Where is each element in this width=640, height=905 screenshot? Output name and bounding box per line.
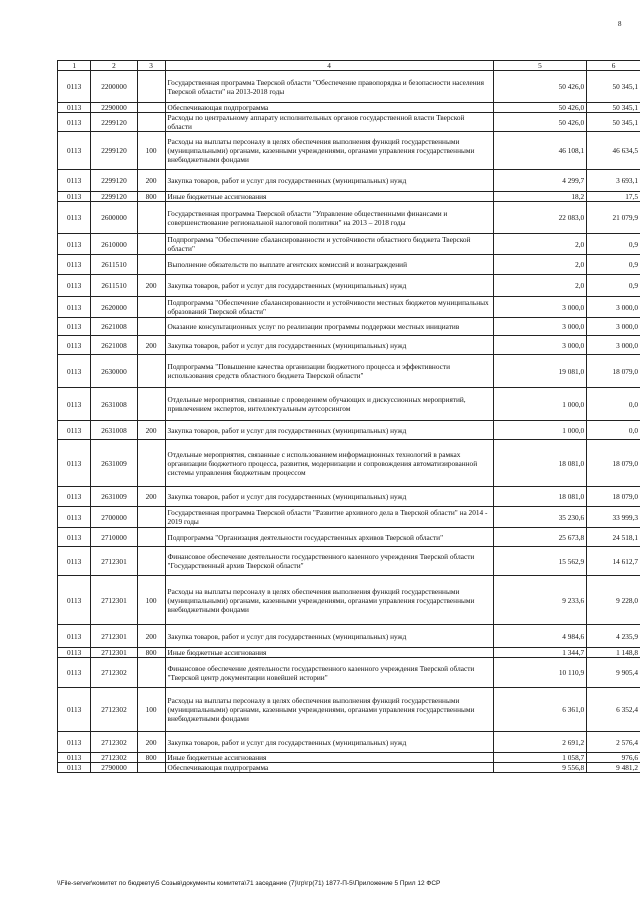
amount-plan-cell: 9 233,6 (493, 576, 587, 625)
description-cell: Расходы на выплаты персоналу в целях обеспечения выполнения функций государственными (муниципальными) органами, казенными учреждениями, органами управления государственными внебюджетными фондами (165, 688, 493, 732)
amount-fact-cell: 18 079,0 (587, 355, 640, 388)
section-code-cell: 0113 (58, 688, 91, 732)
table-row (58, 202, 640, 234)
amount-fact-cell: 33 999,3 (587, 507, 640, 528)
expense-type-code-cell: 200 (137, 421, 165, 440)
amount-plan-cell: 18 081,0 (493, 440, 587, 487)
table-row (58, 275, 640, 297)
target-article-code-cell: 2712302 (91, 732, 137, 753)
amount-fact-cell: 3 000,0 (587, 297, 640, 318)
description-cell: Закупка товаров, работ и услуг для государственных (муниципальных) нужд (165, 625, 493, 648)
amount-plan-cell: 25 673,8 (493, 528, 587, 547)
description-cell: Закупка товаров, работ и услуг для государственных (муниципальных) нужд (165, 170, 493, 192)
amount-plan-cell: 3 000,0 (493, 336, 587, 355)
amount-plan-cell: 4 299,7 (493, 170, 587, 192)
target-article-code-cell: 2621008 (91, 318, 137, 336)
section-code-cell: 0113 (58, 576, 91, 625)
amount-plan-cell: 10 110,9 (493, 658, 587, 688)
description-cell: Выполнение обязательств по выплате агентских комиссий и вознаграждений (165, 255, 493, 275)
description-cell: Расходы на выплаты персоналу в целях обеспечения выполнения функций государственными (муниципальными) органами, казенными учреждениями, органами управления государственными внебюджетными фондами (165, 132, 493, 170)
amount-fact-cell: 21 079,9 (587, 202, 640, 234)
target-article-code-cell: 2631008 (91, 388, 137, 421)
description-cell: Закупка товаров, работ и услуг для государственных (муниципальных) нужд (165, 732, 493, 753)
amount-plan-cell: 22 083,0 (493, 202, 587, 234)
target-article-code-cell: 2610000 (91, 234, 137, 255)
description-cell: Отдельные мероприятия, связанные с использованием информационных технологий в рамках организации бюджетного процесса, развития, модернизации и сопровождения автоматизированной системы управления бюджетным процессом (165, 440, 493, 487)
expense-type-code-cell (137, 234, 165, 255)
amount-fact-cell: 18 079,0 (587, 487, 640, 507)
expense-type-code-cell (137, 297, 165, 318)
expense-type-code-cell (137, 71, 165, 103)
target-article-code-cell: 2620000 (91, 297, 137, 318)
expense-type-code-cell (137, 763, 165, 773)
amount-plan-cell: 2,0 (493, 275, 587, 297)
table-row (58, 763, 640, 773)
expense-type-code-cell (137, 658, 165, 688)
amount-plan-cell: 9 556,8 (493, 763, 587, 773)
amount-plan-cell: 46 108,1 (493, 132, 587, 170)
description-cell: Оказание консультационных услуг по реализации программы поддержки местных инициатив (165, 318, 493, 336)
description-cell: Закупка товаров, работ и услуг для государственных (муниципальных) нужд (165, 275, 493, 297)
amount-fact-cell: 0,9 (587, 275, 640, 297)
description-cell: Финансовое обеспечение деятельности государственного казенного учреждения Тверской области "Тверской центр документации новейшей истории" (165, 658, 493, 688)
section-code-cell: 0113 (58, 658, 91, 688)
table-row (58, 732, 640, 753)
amount-fact-cell: 0,9 (587, 255, 640, 275)
table-row (58, 625, 640, 648)
footer-file-path: \\File-server\комитет по бюджету\5 Созыв\документы комитета\71 заседание (7)\гр\гр(71) 1877-П-5\Приложение 5 Прил 12 ФСР (57, 880, 441, 887)
table-row (58, 71, 640, 103)
expense-type-code-cell (137, 440, 165, 487)
header-cell-3: 3 (137, 61, 165, 71)
section-code-cell: 0113 (58, 103, 91, 113)
amount-plan-cell: 50 426,0 (493, 71, 587, 103)
amount-plan-cell: 6 361,0 (493, 688, 587, 732)
amount-fact-cell: 976,6 (587, 753, 640, 763)
table-row (58, 487, 640, 507)
header-cell-1: 1 (58, 61, 91, 71)
table-body (58, 71, 640, 773)
section-code-cell: 0113 (58, 234, 91, 255)
amount-plan-cell: 15 562,9 (493, 547, 587, 576)
amount-fact-cell: 1 148,8 (587, 648, 640, 658)
target-article-code-cell: 2712301 (91, 576, 137, 625)
table-row (58, 355, 640, 388)
expense-type-code-cell (137, 388, 165, 421)
target-article-code-cell: 2200000 (91, 71, 137, 103)
target-article-code-cell: 2600000 (91, 202, 137, 234)
expense-type-code-cell (137, 507, 165, 528)
amount-fact-cell: 14 612,7 (587, 547, 640, 576)
amount-plan-cell: 2,0 (493, 234, 587, 255)
expense-type-code-cell: 800 (137, 192, 165, 202)
target-article-code-cell: 2611510 (91, 275, 137, 297)
amount-plan-cell: 1 344,7 (493, 648, 587, 658)
table-row (58, 297, 640, 318)
amount-fact-cell: 46 634,5 (587, 132, 640, 170)
section-code-cell: 0113 (58, 336, 91, 355)
description-cell: Отдельные мероприятия, связанные с проведением обучающих и дискуссионных мероприятий, привлечением экспертов, интеллектуальным аутсорсингом (165, 388, 493, 421)
expense-type-code-cell: 200 (137, 732, 165, 753)
section-code-cell: 0113 (58, 192, 91, 202)
section-code-cell: 0113 (58, 388, 91, 421)
budget-table (57, 60, 640, 773)
section-code-cell: 0113 (58, 547, 91, 576)
section-code-cell: 0113 (58, 170, 91, 192)
expense-type-code-cell: 100 (137, 576, 165, 625)
table-row (58, 103, 640, 113)
amount-fact-cell: 9 905,4 (587, 658, 640, 688)
target-article-code-cell: 2712301 (91, 547, 137, 576)
amount-plan-cell: 19 081,0 (493, 355, 587, 388)
table-row (58, 170, 640, 192)
expense-type-code-cell (137, 255, 165, 275)
description-cell: Финансовое обеспечение деятельности государственного казенного учреждения Тверской области "Государственный архив Тверской области" (165, 547, 493, 576)
amount-fact-cell: 0,0 (587, 388, 640, 421)
amount-plan-cell: 1 058,7 (493, 753, 587, 763)
description-cell: Подпрограмма "Обеспечение сбалансированности и устойчивости областного бюджета Тверской области" (165, 234, 493, 255)
description-cell: Расходы на выплаты персоналу в целях обеспечения выполнения функций государственными (муниципальными) органами, казенными учреждениями, органами управления государственными внебюджетными фондами (165, 576, 493, 625)
section-code-cell: 0113 (58, 202, 91, 234)
expense-type-code-cell: 200 (137, 275, 165, 297)
table-row (58, 547, 640, 576)
table-row (58, 648, 640, 658)
table-row (58, 255, 640, 275)
amount-fact-cell: 50 345,1 (587, 103, 640, 113)
section-code-cell: 0113 (58, 132, 91, 170)
table-row (58, 753, 640, 763)
target-article-code-cell: 2299120 (91, 132, 137, 170)
amount-fact-cell: 9 481,2 (587, 763, 640, 773)
description-cell: Расходы по центральному аппарату исполнительных органов государственной власти Тверской области (165, 113, 493, 132)
description-cell: Закупка товаров, работ и услуг для государственных (муниципальных) нужд (165, 487, 493, 507)
amount-fact-cell: 4 235,9 (587, 625, 640, 648)
target-article-code-cell: 2621008 (91, 336, 137, 355)
description-cell: Иные бюджетные ассигнования (165, 648, 493, 658)
amount-plan-cell: 18,2 (493, 192, 587, 202)
section-code-cell: 0113 (58, 507, 91, 528)
section-code-cell: 0113 (58, 318, 91, 336)
amount-fact-cell: 2 576,4 (587, 732, 640, 753)
target-article-code-cell: 2631009 (91, 487, 137, 507)
amount-plan-cell: 4 984,6 (493, 625, 587, 648)
table-row (58, 132, 640, 170)
amount-fact-cell: 17,5 (587, 192, 640, 202)
table-row (58, 528, 640, 547)
target-article-code-cell: 2631009 (91, 440, 137, 487)
section-code-cell: 0113 (58, 625, 91, 648)
description-cell: Закупка товаров, работ и услуг для государственных (муниципальных) нужд (165, 421, 493, 440)
amount-fact-cell: 3 693,1 (587, 170, 640, 192)
expense-type-code-cell: 100 (137, 132, 165, 170)
expense-type-code-cell: 800 (137, 753, 165, 763)
description-cell: Подпрограмма "Обеспечение сбалансированности и устойчивости местных бюджетов муниципальных образований Тверской области" (165, 297, 493, 318)
table-header-row (58, 61, 640, 71)
table-row (58, 576, 640, 625)
target-article-code-cell: 2290000 (91, 103, 137, 113)
section-code-cell: 0113 (58, 275, 91, 297)
expense-type-code-cell (137, 528, 165, 547)
target-article-code-cell: 2712302 (91, 753, 137, 763)
header-cell-5: 5 (493, 61, 587, 71)
target-article-code-cell: 2712301 (91, 625, 137, 648)
section-code-cell: 0113 (58, 71, 91, 103)
amount-plan-cell: 50 426,0 (493, 103, 587, 113)
amount-fact-cell: 50 345,1 (587, 113, 640, 132)
expense-type-code-cell (137, 202, 165, 234)
table-row (58, 421, 640, 440)
amount-plan-cell: 18 081,0 (493, 487, 587, 507)
table-row (58, 688, 640, 732)
description-cell: Обеспечивающая подпрограмма (165, 763, 493, 773)
target-article-code-cell: 2712302 (91, 688, 137, 732)
amount-fact-cell: 50 345,1 (587, 71, 640, 103)
page-number: 8 (618, 20, 622, 28)
section-code-cell: 0113 (58, 648, 91, 658)
table-row (58, 658, 640, 688)
description-cell: Государственная программа Тверской области "Обеспечение правопорядка и безопасности населения Тверской области" на 2013-2018 годы (165, 71, 493, 103)
target-article-code-cell: 2299120 (91, 113, 137, 132)
section-code-cell: 0113 (58, 487, 91, 507)
amount-fact-cell: 3 000,0 (587, 336, 640, 355)
section-code-cell: 0113 (58, 297, 91, 318)
section-code-cell: 0113 (58, 440, 91, 487)
table-row (58, 507, 640, 528)
amount-plan-cell: 50 426,0 (493, 113, 587, 132)
table-row (58, 318, 640, 336)
amount-fact-cell: 0,9 (587, 234, 640, 255)
table-row (58, 192, 640, 202)
target-article-code-cell: 2611510 (91, 255, 137, 275)
amount-fact-cell: 24 518,1 (587, 528, 640, 547)
expense-type-code-cell (137, 113, 165, 132)
amount-fact-cell: 18 079,0 (587, 440, 640, 487)
description-cell: Закупка товаров, работ и услуг для государственных (муниципальных) нужд (165, 336, 493, 355)
amount-plan-cell: 35 230,6 (493, 507, 587, 528)
header-cell-2: 2 (91, 61, 137, 71)
description-cell: Иные бюджетные ассигнования (165, 192, 493, 202)
expense-type-code-cell (137, 103, 165, 113)
target-article-code-cell: 2299120 (91, 192, 137, 202)
table-row (58, 336, 640, 355)
section-code-cell: 0113 (58, 753, 91, 763)
description-cell: Государственная программа Тверской области "Управление общественными финансами и совершенствование региональной налоговой политики" на 2013 – 2018 годы (165, 202, 493, 234)
description-cell: Государственная программа Тверской области "Развитие архивного дела в Тверской области" на 2014 - 2019 годы (165, 507, 493, 528)
amount-plan-cell: 2 691,2 (493, 732, 587, 753)
amount-fact-cell: 3 000,0 (587, 318, 640, 336)
amount-plan-cell: 2,0 (493, 255, 587, 275)
target-article-code-cell: 2790000 (91, 763, 137, 773)
description-cell: Обеспечивающая подпрограмма (165, 103, 493, 113)
header-cell-6: 6 (587, 61, 640, 71)
target-article-code-cell: 2712302 (91, 658, 137, 688)
description-cell: Подпрограмма "Повышение качества организации бюджетного процесса и эффективности использования средств областного бюджета Тверской области" (165, 355, 493, 388)
expense-type-code-cell (137, 547, 165, 576)
section-code-cell: 0113 (58, 528, 91, 547)
expense-type-code-cell (137, 355, 165, 388)
header-cell-4: 4 (165, 61, 493, 71)
amount-fact-cell: 0,0 (587, 421, 640, 440)
target-article-code-cell: 2710000 (91, 528, 137, 547)
target-article-code-cell: 2700000 (91, 507, 137, 528)
table-row (58, 440, 640, 487)
expense-type-code-cell: 200 (137, 170, 165, 192)
amount-plan-cell: 1 000,0 (493, 421, 587, 440)
amount-plan-cell: 3 000,0 (493, 318, 587, 336)
amount-fact-cell: 9 228,0 (587, 576, 640, 625)
section-code-cell: 0113 (58, 113, 91, 132)
amount-fact-cell: 6 352,4 (587, 688, 640, 732)
table-row (58, 113, 640, 132)
description-cell: Иные бюджетные ассигнования (165, 753, 493, 763)
expense-type-code-cell: 100 (137, 688, 165, 732)
expense-type-code-cell: 200 (137, 625, 165, 648)
amount-plan-cell: 1 000,0 (493, 388, 587, 421)
expense-type-code-cell: 200 (137, 336, 165, 355)
table-row (58, 234, 640, 255)
section-code-cell: 0113 (58, 732, 91, 753)
amount-plan-cell: 3 000,0 (493, 297, 587, 318)
expense-type-code-cell: 200 (137, 487, 165, 507)
expense-type-code-cell: 800 (137, 648, 165, 658)
table-row (58, 388, 640, 421)
section-code-cell: 0113 (58, 255, 91, 275)
section-code-cell: 0113 (58, 763, 91, 773)
expense-type-code-cell (137, 318, 165, 336)
target-article-code-cell: 2299120 (91, 170, 137, 192)
target-article-code-cell: 2631008 (91, 421, 137, 440)
description-cell: Подпрограмма "Организация деятельности государственных архивов Тверской области" (165, 528, 493, 547)
section-code-cell: 0113 (58, 421, 91, 440)
section-code-cell: 0113 (58, 355, 91, 388)
target-article-code-cell: 2630000 (91, 355, 137, 388)
target-article-code-cell: 2712301 (91, 648, 137, 658)
